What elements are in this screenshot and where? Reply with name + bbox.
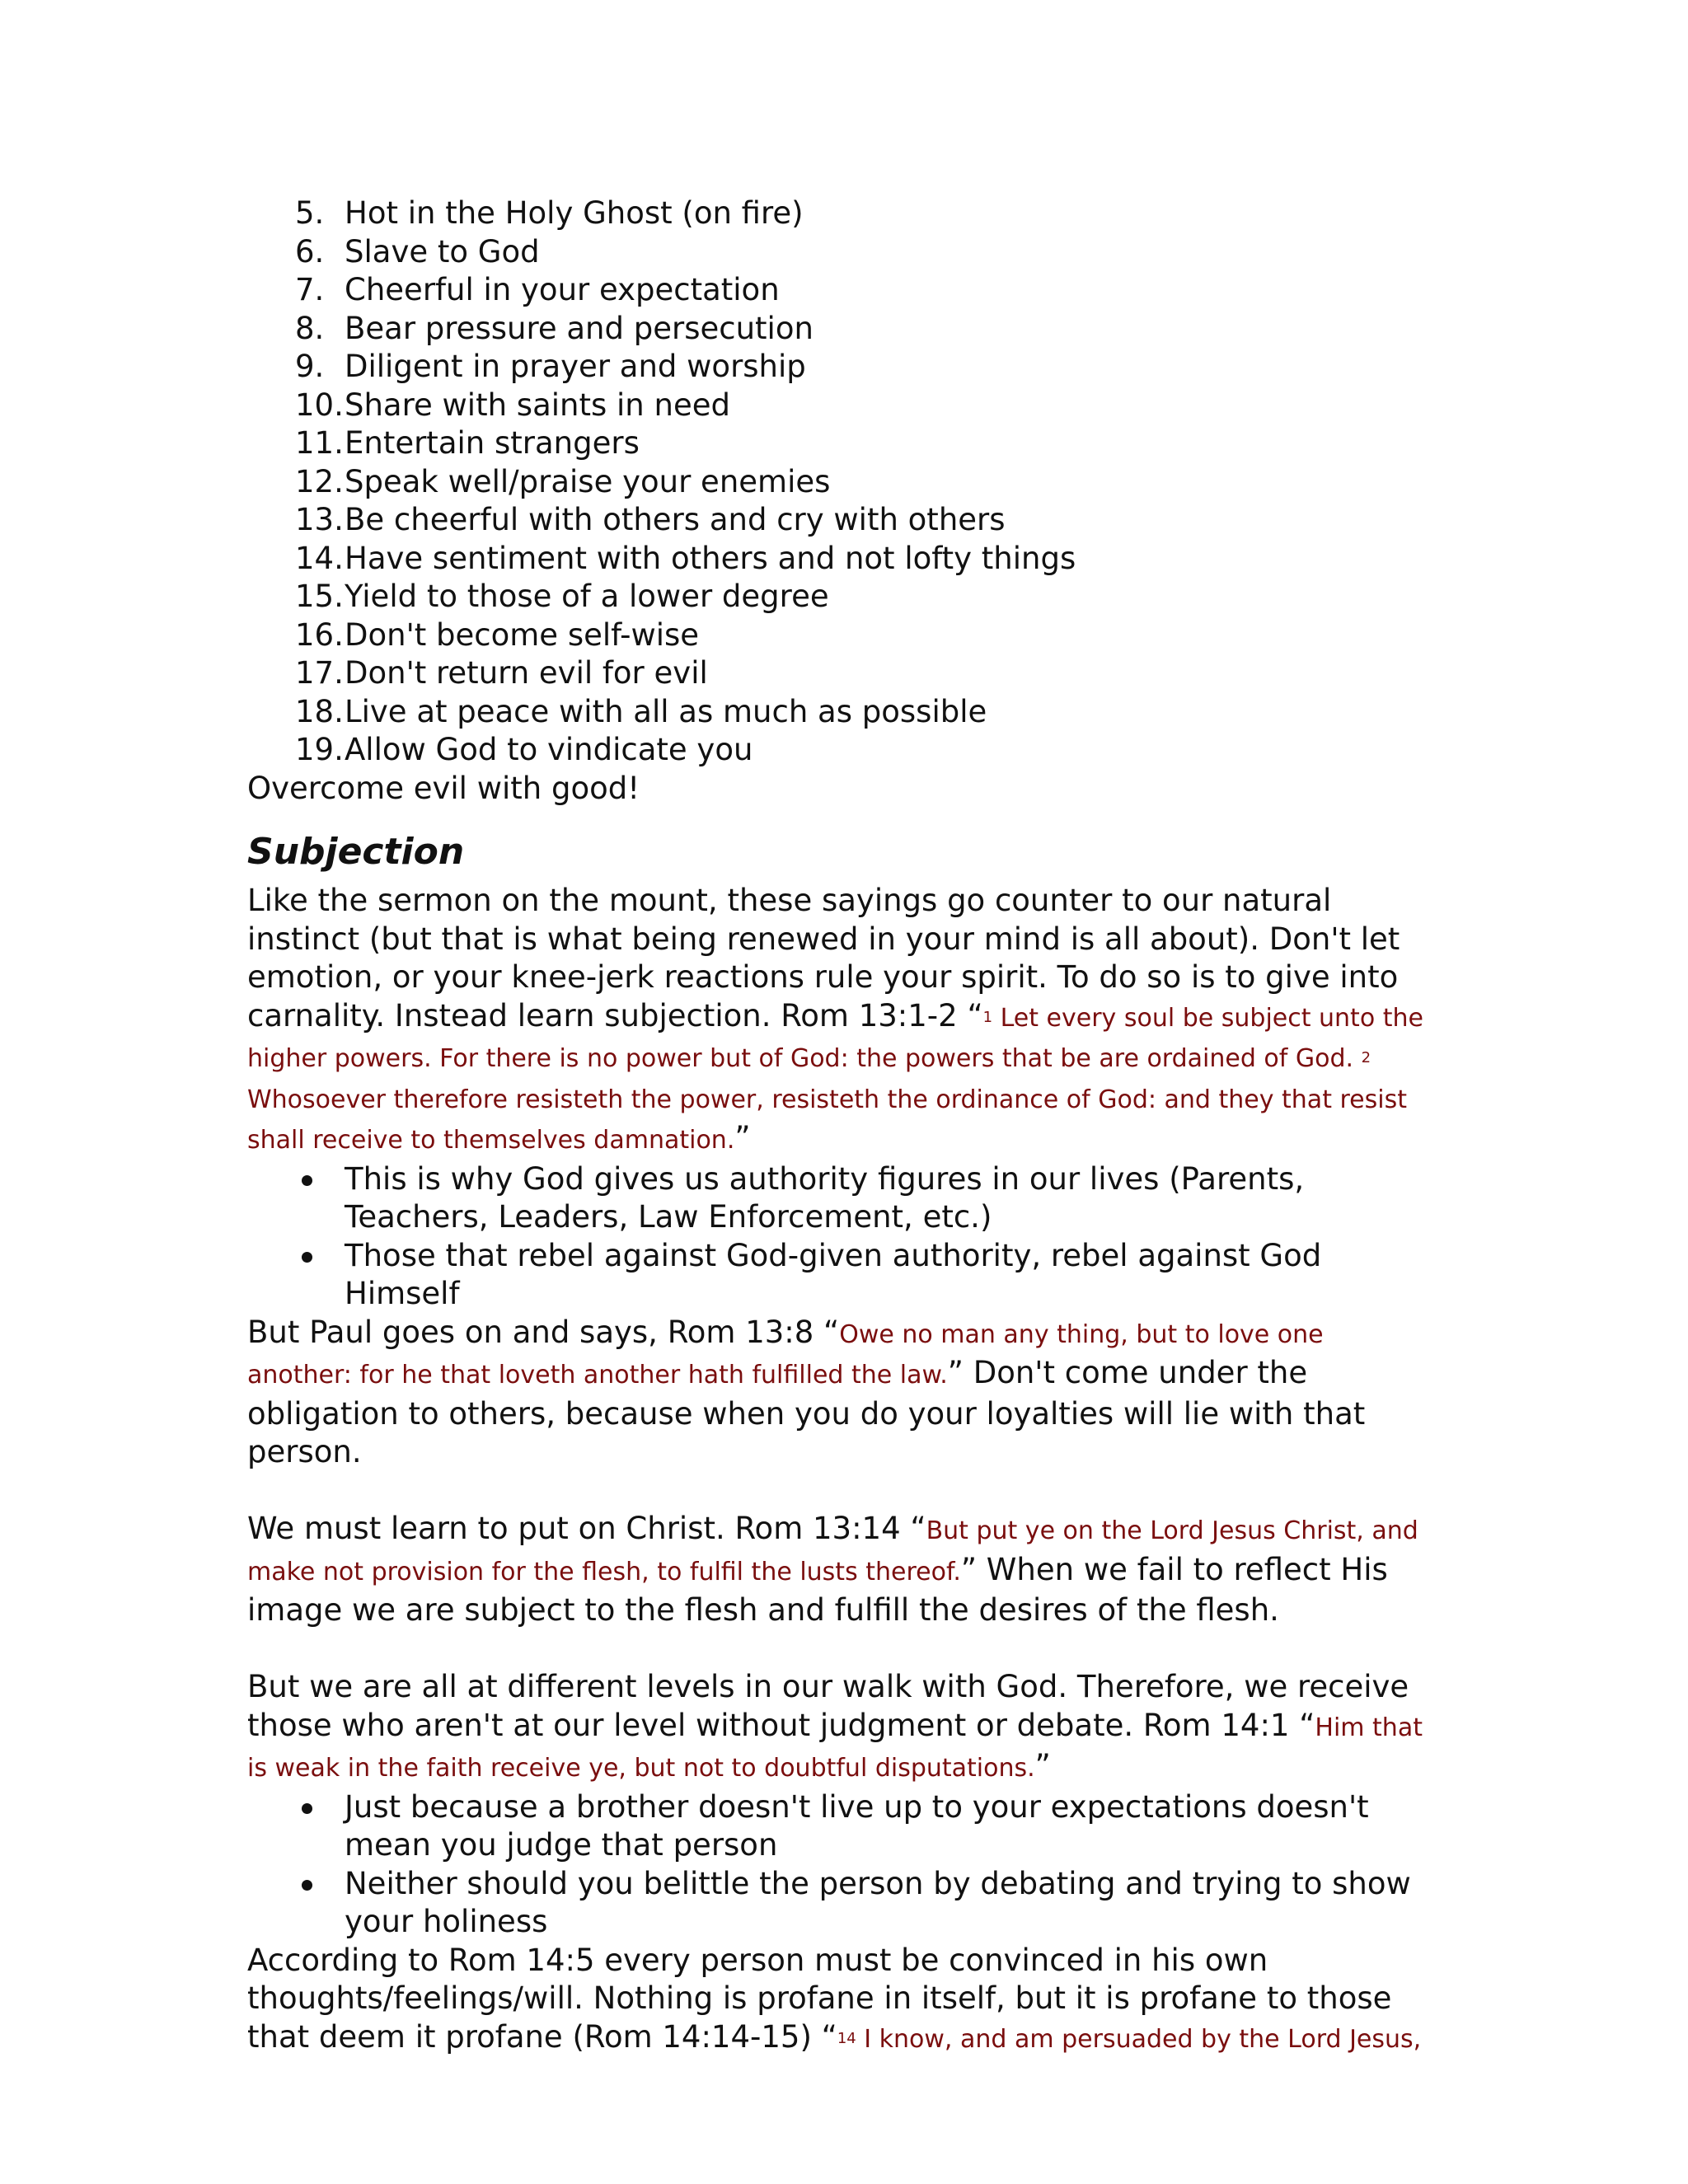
list-item <box>247 540 1434 579</box>
bullet-icon <box>247 1788 345 1865</box>
list-item-text: Speak well/praise your enemies <box>345 463 831 499</box>
list-number: 7. <box>295 272 325 307</box>
list-item-text: Allow God to vindicate you <box>345 732 753 767</box>
list-number: 14. <box>295 540 344 576</box>
paragraph-subjection: Like the sermon on the mount, these sayings go counter to our natural instinct (but that is what being renewed in your mind is all about). Don't let emotion, or your knee-jerk reactions rule your spirit. To do so is to give into carnality. Instead learn subjection. Rom 13:1-2 “$^1$ Let every soul be subject unto the higher powers. For there is no power but of God: the powers that be are ordained of God. $^2$ Whosoever therefore resisteth the power, resisteth the ordinance of God: and they that resist shall receive to themselves damnation.” <box>247 883 1423 1155</box>
scripture-quote: Whosoever therefore resisteth the power, resisteth the ordinance of God: and they that resist shall receive to themselves damnation. <box>247 1085 1407 1155</box>
list-item: This is why God gives us authority figures in our lives (Parents, Teachers, Leaders, Law Enforcement, etc.) <box>247 1160 1434 1237</box>
list-number: 16. <box>295 616 344 653</box>
paragraph-spacer <box>247 1630 1434 1669</box>
list-number: 6. <box>295 233 325 269</box>
paragraph-put-on-christ: We must learn to put on Christ. Rom 13:14 “But put ye on the Lord Jesus Christ, and make not provision for the flesh, to fulfil the lusts thereof.” When we fail to reflect His image we are subject to the flesh and fulfill the desires of the flesh. <box>247 1511 1418 1628</box>
section-heading: Subjection <box>247 831 465 873</box>
list-number: 17. <box>295 655 344 691</box>
scripture-quote: I know, and am persuaded by the Lord Jesus, <box>856 2024 1422 2054</box>
list-item-text: Be cheerful with others and cry with others <box>345 502 1006 537</box>
list-item-text: Entertain strangers <box>345 425 640 461</box>
scripture-quote: Let every soul be subject unto the higher powers. For there is no power but of God: the powers that be are ordained of God. <box>247 1003 1423 1073</box>
list-item <box>247 271 1434 310</box>
list-item <box>247 578 1434 616</box>
list-item <box>247 194 1434 233</box>
list-item <box>247 731 1434 770</box>
bullet-list <box>247 1788 1434 1942</box>
list-item-text: Share with saints in need <box>345 387 730 423</box>
bullet-icon <box>247 1865 345 1942</box>
bullet-icon <box>247 1237 345 1314</box>
list-item <box>247 616 1434 655</box>
paragraph-different-levels: But we are all at different levels in our walk with God. Therefore, we receive those who aren't at our level without judgment or debate. Rom 14:1 “Him that is weak in the faith receive ye, but not to doubtful disputations.” <box>247 1669 1423 1783</box>
list-item-text: Yield to those of a lower degree <box>345 579 829 614</box>
list-number: 8. <box>295 310 325 346</box>
document-content <box>247 194 1434 2059</box>
list-number: 13. <box>295 502 344 537</box>
verse-number: 1 <box>982 1008 993 1026</box>
list-item <box>247 501 1434 540</box>
list-number: 15. <box>295 579 344 614</box>
verse-number: 2 <box>1361 1049 1372 1066</box>
list-number: 10. <box>295 387 344 423</box>
list-number: 5. <box>295 195 325 231</box>
list-number: 11. <box>295 425 344 461</box>
list-item-text: Live at peace with all as much as possible <box>345 693 987 729</box>
list-item-text: Don't become self-wise <box>345 616 700 653</box>
list-item-text: Cheerful in your expectation <box>345 272 780 307</box>
list-item-text: Don't return evil for evil <box>345 655 708 691</box>
list-item <box>247 348 1434 387</box>
bullet-list <box>247 1160 1434 1314</box>
list-number: 9. <box>295 349 325 384</box>
list-item-text: Hot in the Holy Ghost (on fire) <box>345 195 804 231</box>
list-item <box>247 693 1434 732</box>
list-item <box>247 387 1434 425</box>
list-item: Those that rebel against God-given authority, rebel against God Himself <box>247 1237 1434 1314</box>
list-number: 12. <box>295 463 344 499</box>
list-item-text: Slave to God <box>345 233 540 269</box>
verse-number: 14 <box>837 2029 856 2047</box>
paragraph-spacer <box>247 1472 1434 1511</box>
list-item: Neither should you belittle the person by debating and trying to show your holiness <box>247 1865 1434 1942</box>
list-item <box>247 310 1434 349</box>
list-number: 18. <box>295 693 344 729</box>
list-item <box>247 463 1434 502</box>
list-item-text: Have sentiment with others and not lofty things <box>345 540 1076 576</box>
numbered-list <box>247 194 1434 770</box>
scripture-quote: Him that is weak in the faith receive ye, but not to doubtful disputations. <box>247 1713 1423 1783</box>
scripture-quote: But put ye on the Lord Jesus Christ, and make not provision for the flesh, to fulfil the lusts thereof. <box>247 1516 1418 1586</box>
paragraph-convinced: According to Rom 14:5 every person must be convinced in his own thoughts/feelings/will. Nothing is profane in itself, but it is profane to those that deem it profane (Rom 14:14-15) “$^{14}$ I know, and am persuaded by the Lord Jesus, <box>247 1942 1422 2055</box>
list-item <box>247 654 1434 693</box>
list-item-text: Diligent in prayer and worship <box>345 349 806 384</box>
list-item <box>247 424 1434 463</box>
list-item: Just because a brother doesn't live up to your expectations doesn't mean you judge that person <box>247 1788 1434 1865</box>
list-item <box>247 233 1434 272</box>
scripture-quote: Owe no man any thing, but to love one another: for he that loveth another hath fulfilled the law. <box>247 1319 1324 1390</box>
overcome-line: Overcome evil with good! <box>247 770 640 806</box>
list-item-text: Bear pressure and persecution <box>345 310 814 346</box>
paragraph-obligation: But Paul goes on and says, Rom 13:8 “Owe no man any thing, but to love one another: for he that loveth another hath fulfilled the law.” Don't come under the obligation to others, because when you do your loyalties will lie with that person. <box>247 1314 1366 1469</box>
bullet-icon <box>247 1160 345 1237</box>
list-number: 19. <box>295 732 344 767</box>
